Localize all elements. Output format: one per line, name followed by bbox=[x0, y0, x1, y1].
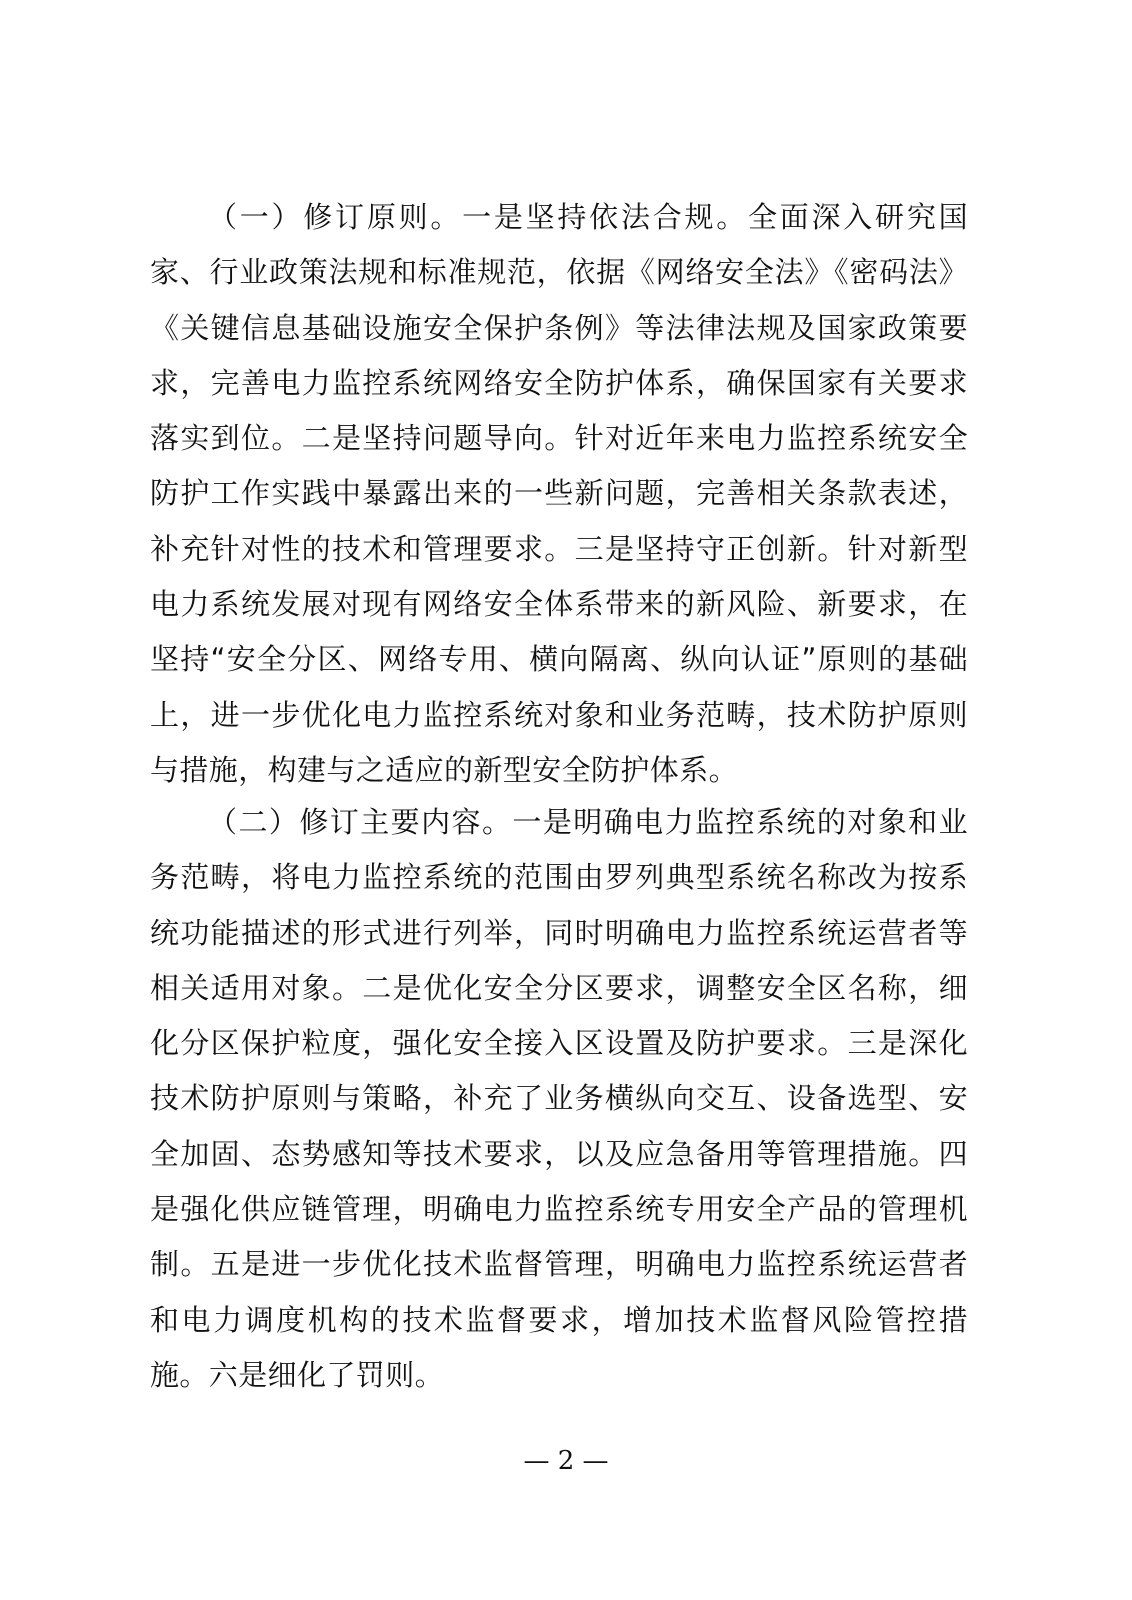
page-number: — 2 — bbox=[523, 1446, 609, 1476]
paragraph-revision-contents: （二）修订主要内容。一是明确电力监控系统的对象和业务范畴，将电力监控系统的范围由罗列典型系统名称改为按系统功能描述的形式进行列举，同时明确电力监控系统运营者等相关适用对象。二是优化安全分区要求，调整安全区名称，细化分区保护粒度，强化安全接入区设置及防护要求。三是深化技术防护原则与策略，补充了业务横纵向交互、设备选型、安全加固、态势感知等技术要求，以及应急备用等管理措施。四是强化供应链管理，明确电力监控系统专用安全产品的管理机制。五是进一步优化技术监督管理，明确电力监控系统运营者和电力调度机构的技术监督要求，增加技术监督风险管控措施。六是细化了罚则。 bbox=[150, 805, 968, 1392]
paragraph-revision-principles: （一）修订原则。一是坚持依法合规。全面深入研究国家、行业政策法规和标准规范，依据《网络安全法》《密码法》《关键信息基础设施安全保护条例》等法律法规及国家政策要求，完善电力监控系统网络安全防护体系，确保国家有关要求落实到位。二是坚持问题导向。针对近年来电力监控系统安全防护工作实践中暴露出来的一些新问题，完善相关条款表述，补充针对性的技术和管理要求。三是坚持守正创新。针对新型电力系统发展对现有网络安全体系带来的新风险、新要求，在坚持“安全分区、网络专用、横向隔离、纵向认证”原则的基础上，进一步优化电力监控系统对象和业务范畴，技术防护原则与措施，构建与之适应的新型安全防护体系。 bbox=[150, 200, 968, 787]
